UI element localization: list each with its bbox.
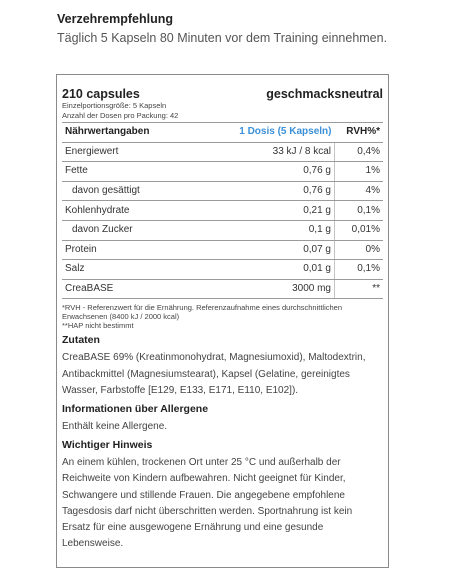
row-label: Kohlenhydrate (62, 201, 186, 221)
capsule-count: 210 capsules (62, 87, 140, 101)
table-row (62, 181, 383, 201)
table-row (62, 220, 383, 240)
row-value: 33 kJ / 8 kcal (186, 142, 335, 162)
table-row (62, 162, 383, 182)
row-label: davon gesättigt (62, 181, 186, 201)
footnote-rvh: *RVH - Referenzwert für die Ernährung. Referenzaufnahme eines durchschnittlichen Erwachsenen (8400 kJ / 2000 kcal) (62, 303, 343, 322)
table-row (62, 260, 383, 280)
serving-size: Einzelportionsgröße: 5 Kapseln (62, 101, 167, 110)
allergens-text: Enthält keine Allergene. (62, 420, 168, 432)
row-value: 0,76 g (186, 162, 335, 182)
row-percent: ** (335, 279, 384, 299)
header-dose: 1 Dosis (5 Kapseln) (186, 123, 335, 143)
table-row (62, 142, 383, 162)
dosage-recommendation (57, 12, 437, 47)
flavor: geschmacksneutral (266, 87, 383, 101)
footnote-hap: **HAP nicht bestimmt (62, 321, 134, 331)
row-value: 3000 mg (186, 279, 335, 299)
row-percent: 4% (335, 181, 384, 201)
nutrition-table-header (62, 123, 383, 143)
row-value: 0,1 g (186, 220, 335, 240)
row-value: 0,01 g (186, 260, 335, 280)
row-percent: 0% (335, 240, 384, 260)
servings-per-pack: Anzahl der Dosen pro Packung: 42 (62, 110, 179, 120)
notice-text: An einem kühlen, trockenen Ort unter 25 °C und außerhalb der Reichweite von Kindern aufbewahren. Nicht geeignet für Kinder, Schwangere und stillende Frauen. Die angegebene empfohlene Tagesdosis darf nicht überschritten werden. Sportnahrung ist kein Ersatz für eine ausgewogene Ernährung und eine gesunde Lebensweise. (62, 457, 353, 550)
row-percent: 0,1% (335, 201, 384, 221)
header-rvh: RVH%* (335, 123, 384, 143)
row-label: CreaBASE (62, 279, 186, 299)
row-value: 0,76 g (186, 181, 335, 201)
nutrition-label (56, 74, 389, 568)
nutrition-table (62, 122, 383, 299)
label-header (62, 75, 383, 101)
dosage-title: Verzehrempfehlung (57, 12, 173, 26)
ingredients-text: CreaBASE 69% (Kreatinmonohydrat, Magnesiumoxid), Maltodextrin, Antibackmittel (Magnesiumstearat), Kapsel (Gelatine, gereinigtes Wasser, Farbstoffe [E129, E133, E171, E110, E102]). (62, 352, 366, 396)
row-label: Protein (62, 240, 186, 260)
row-label: davon Zucker (62, 220, 186, 240)
row-percent: 1% (335, 162, 384, 182)
row-label: Energiewert (62, 142, 186, 162)
row-percent: 0,4% (335, 142, 384, 162)
row-value: 0,21 g (186, 201, 335, 221)
row-percent: 0,1% (335, 260, 384, 280)
header-nutrient: Nährwertangaben (62, 123, 186, 143)
row-percent: 0,01% (335, 220, 384, 240)
dosage-text: Täglich 5 Kapseln 80 Minuten vor dem Training einnehmen. (57, 31, 388, 45)
ingredients-title: Zutaten (62, 334, 100, 347)
notice-title: Wichtiger Hinweis (62, 439, 153, 452)
table-row (62, 240, 383, 260)
table-row (62, 279, 383, 299)
allergens-title: Informationen über Allergene (62, 402, 209, 415)
row-label: Fette (62, 162, 186, 182)
table-row (62, 201, 383, 221)
row-label: Salz (62, 260, 186, 280)
row-value: 0,07 g (186, 240, 335, 260)
